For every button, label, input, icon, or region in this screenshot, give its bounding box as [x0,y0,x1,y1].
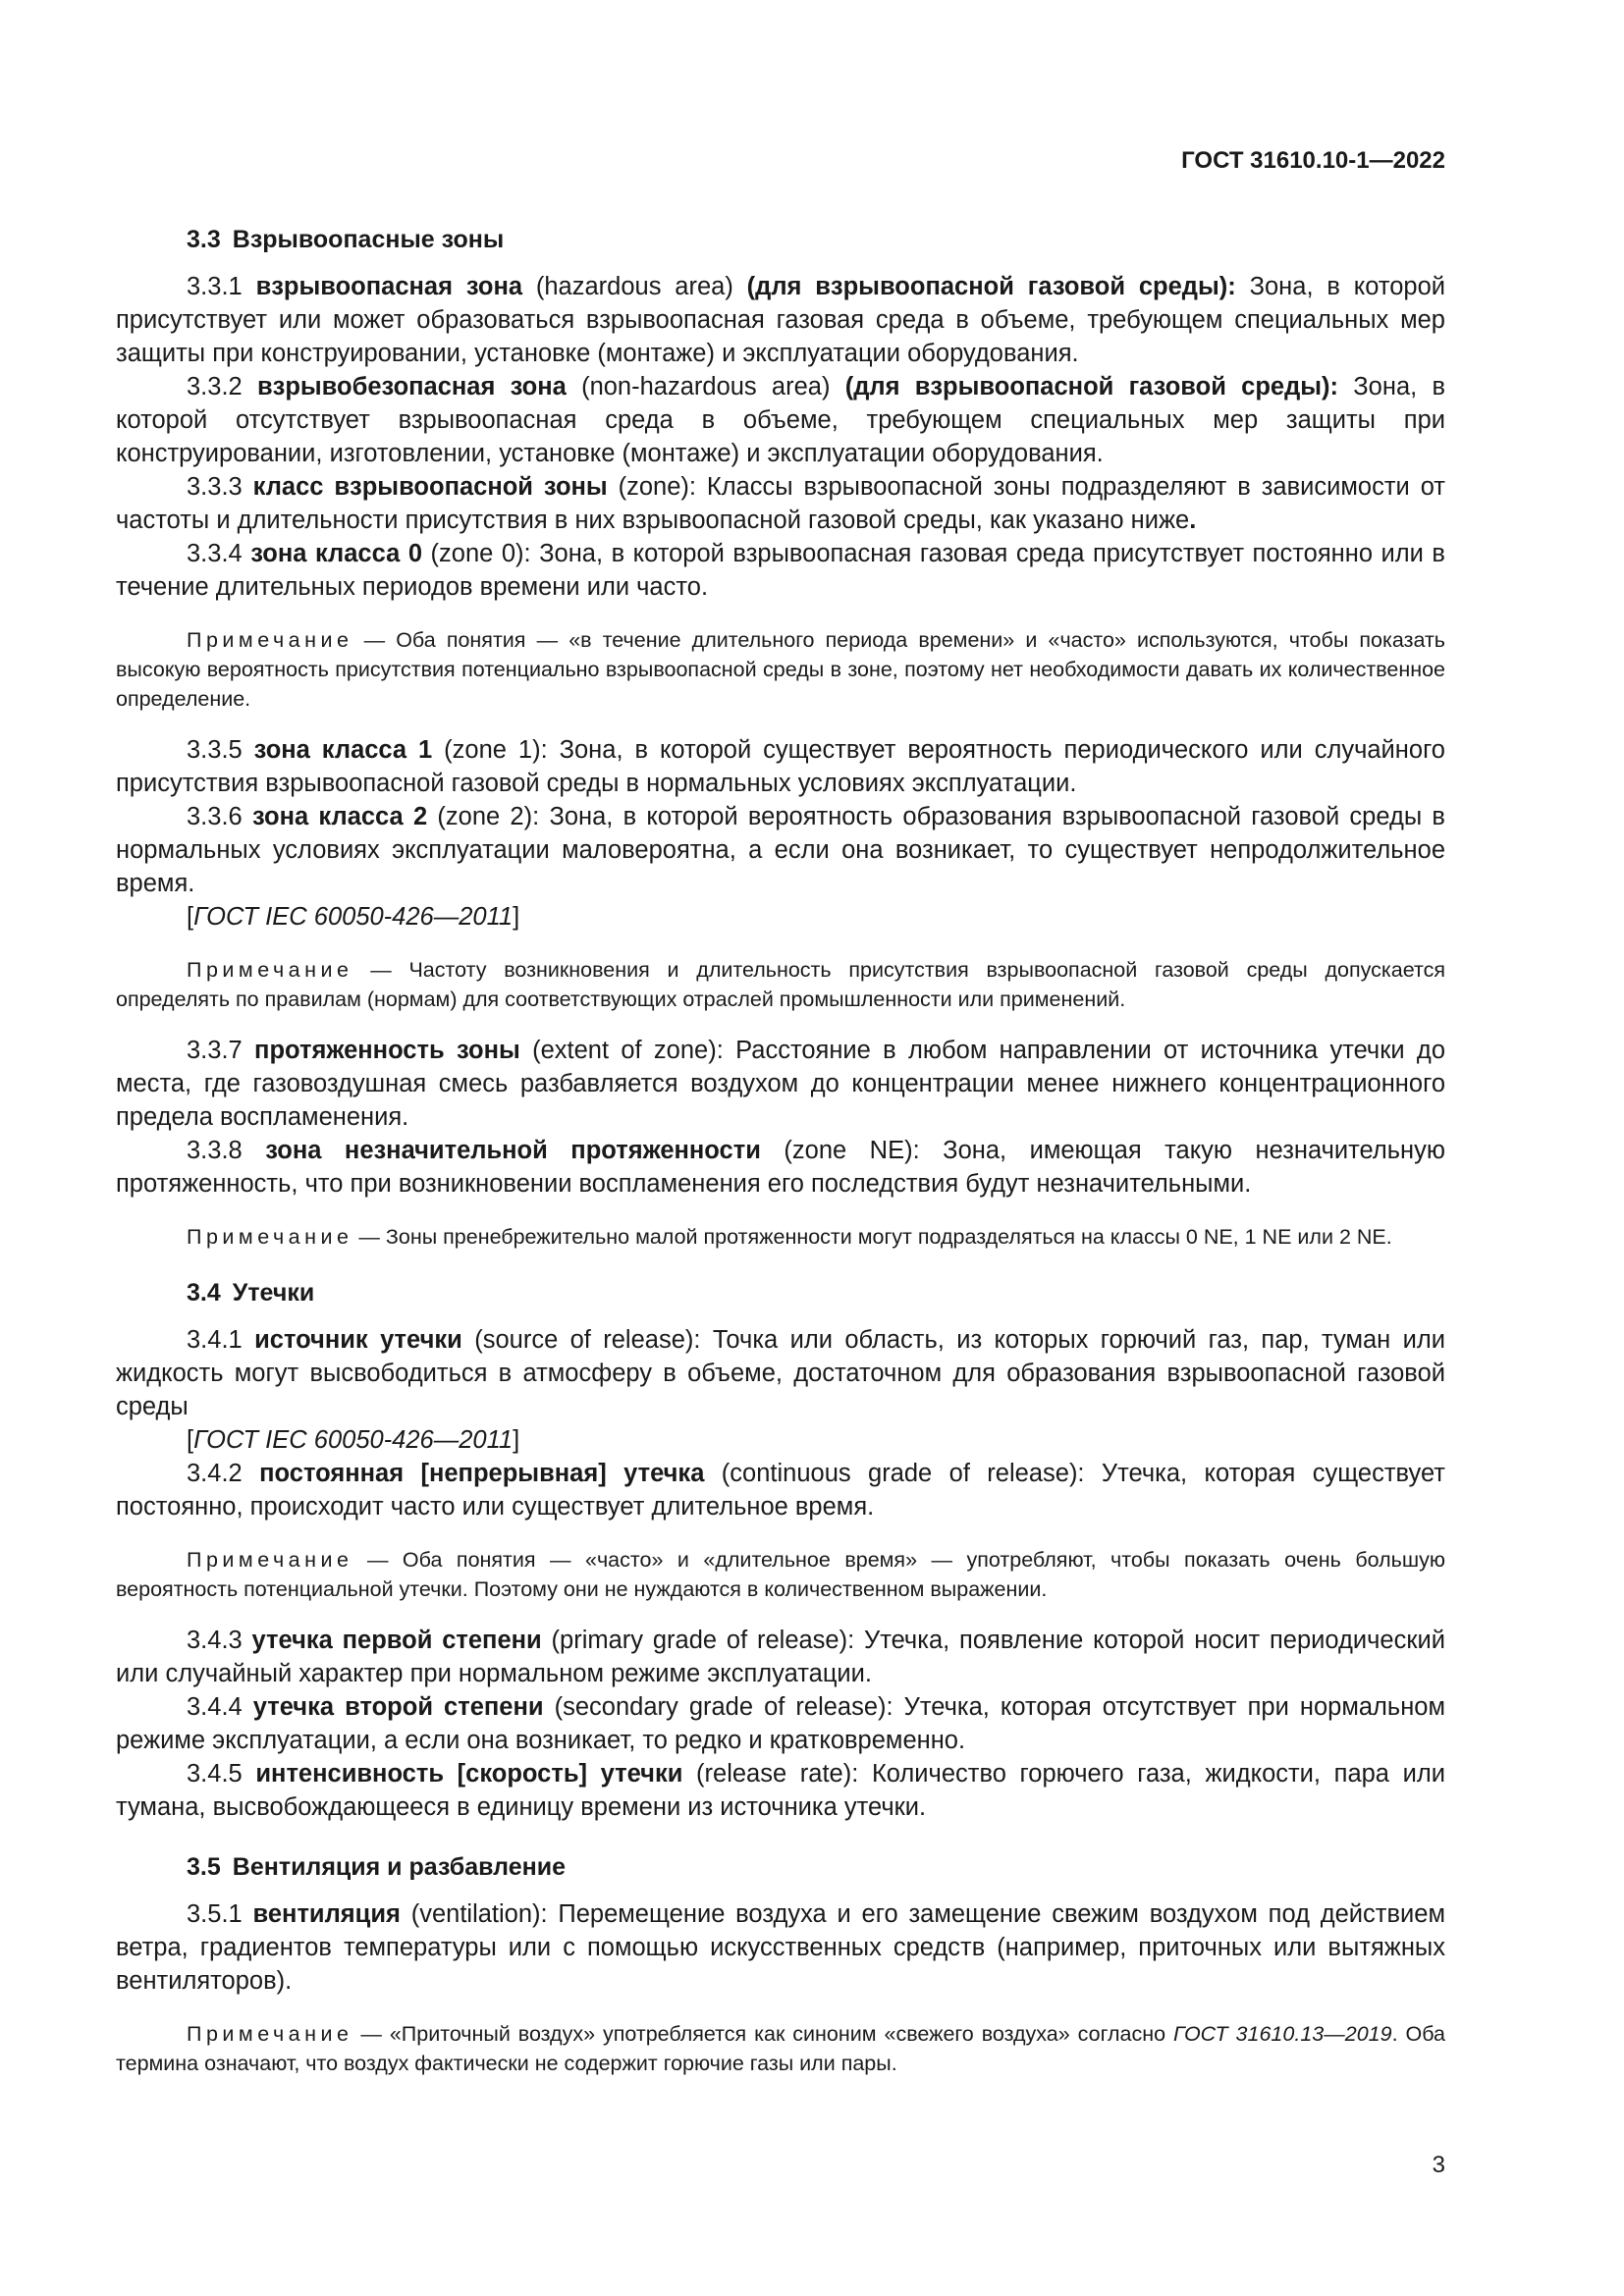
section-heading-3-5: 3.5 Вентиляция и разбавление [187,1853,566,1881]
note-3-3-4: Примечание — Оба понятия — «в течение длительного периода времени» и «часто» используются, чтобы показать высокую вероятность присутствия потенциально взрывоопасной среды в зоне, поэтому нет необходимости давать их количественное определение. [116,628,1445,711]
citation-3-3-6: [ГОСТ IEC 60050-426—2011] [187,903,520,931]
page-number: 3 [1432,2152,1445,2178]
term-3-3-4: 3.3.4 зона класса 0 (zone 0): Зона, в которой взрывоопасная газовая среда присутствует постоянно или в течение длительных периодов времени или часто. [116,540,1445,601]
term-3-3-2: 3.3.2 взрывобезопасная зона (non-hazardous area) (для взрывоопасной газовой среды): Зона, в которой отсутствует взрывоопасная среда в объеме, требующем специальных мер защиты при конструировании, изготовлении, установке (монтаже) и эксплуатации оборудования. [116,373,1445,467]
citation-3-4-1: [ГОСТ IEC 60050-426—2011] [187,1426,520,1454]
term-3-3-1: 3.3.1 взрывоопасная зона (hazardous area) (для взрывоопасной газовой среды): Зона, в которой присутствует или может образоваться взрывоопасная газовая среда в объеме, требующем специальных мер защиты при конструировании, установке (монтаже) и эксплуатации оборудования. [116,273,1446,367]
term-3-4-4: 3.4.4 утечка второй степени (secondary grade of release): Утечка, которая отсутствует при нормальном режиме эксплуатации, а если она возникает, то редко и кратковременно. [116,1693,1446,1754]
term-3-4-2: 3.4.2 постоянная [непрерывная] утечка (continuous grade of release): Утечка, которая существует постоянно, происходит часто или существует длительное время. [116,1460,1445,1521]
term-3-3-7: 3.3.7 протяженность зоны (extent of zone): Расстояние в любом направлении от источника утечки до места, где газовоздушная смесь разбавляется воздухом до концентрации менее нижнего концентрационного предела воспламенения. [116,1037,1445,1131]
note-3-4-2: Примечание — Оба понятия — «часто» и «длительное время» — употребляют, чтобы показать очень большую вероятность потенциальной утечки. Поэтому они не нуждаются в количественном выражении. [116,1548,1445,1601]
note-3-3-6: Примечание — Частоту возникновения и длительность присутствия взрывоопасной газовой среды допускается определять по правилам (нормам) для соответствующих отраслей промышленности или применений. [116,958,1445,1011]
term-3-4-5: 3.4.5 интенсивность [скорость] утечки (release rate): Количество горючего газа, жидкости, пара или тумана, высвобождающееся в единицу времени из источника утечки. [116,1760,1445,1821]
section-heading-3-4: 3.4 Утечки [187,1279,315,1307]
document-body [116,147,1445,2098]
note-3-5-1: Примечание — «Приточный воздух» употребляется как синоним «свежего воздуха» согласно ГОСТ 31610.13—2019. Оба термина означают, что воздух фактически не содержит горючие газы или пары. [116,2022,1445,2075]
term-3-3-5: 3.3.5 зона класса 1 (zone 1): Зона, в которой существует вероятность периодического или случайного присутствия взрывоопасной газовой среды в нормальных условиях эксплуатации. [116,736,1445,797]
term-3-3-8: 3.3.8 зона незначительной протяженности (zone NE): Зона, имеющая такую незначительную протяженность, что при возникновении воспламенения его последствия будут незначительными. [116,1137,1445,1198]
term-3-3-6: 3.3.6 зона класса 2 (zone 2): Зона, в которой вероятность образования взрывоопасной газовой среды в нормальных условиях эксплуатации маловероятна, а если она возникает, то существует непродолжительное время. [116,803,1445,897]
document-code: ГОСТ 31610.10-1—2022 [1181,147,1445,174]
term-3-4-1: 3.4.1 источник утечки (source of release): Точка или область, из которых горючий газ, пар, туман или жидкость могут высвободиться в атмосферу в объеме, достаточном для образования взрывоопасной газовой среды [116,1326,1446,1420]
term-3-4-3: 3.4.3 утечка первой степени (primary grade of release): Утечка, появление которой носит периодический или случайный характер при нормальном режиме эксплуатации. [116,1627,1446,1687]
note-3-3-8: Примечание — Зоны пренебрежительно малой протяженности могут подразделяться на классы 0 NE, 1 NE или 2 NE. [187,1225,1392,1249]
term-3-5-1: 3.5.1 вентиляция (ventilation): Перемещение воздуха и его замещение свежим воздухом под действием ветра, градиентов температуры или с помощью искусственных средств (например, приточных или вытяжных вентиляторов). [116,1900,1445,1995]
term-3-3-3: 3.3.3 класс взрывоопасной зоны (zone): Классы взрывоопасной зоны подразделяют в зависимости от частоты и длительности присутствия в них взрывоопасной газовой среды, как указано ниже. [116,473,1445,534]
section-heading-3-3: 3.3 Взрывоопасные зоны [187,226,505,253]
